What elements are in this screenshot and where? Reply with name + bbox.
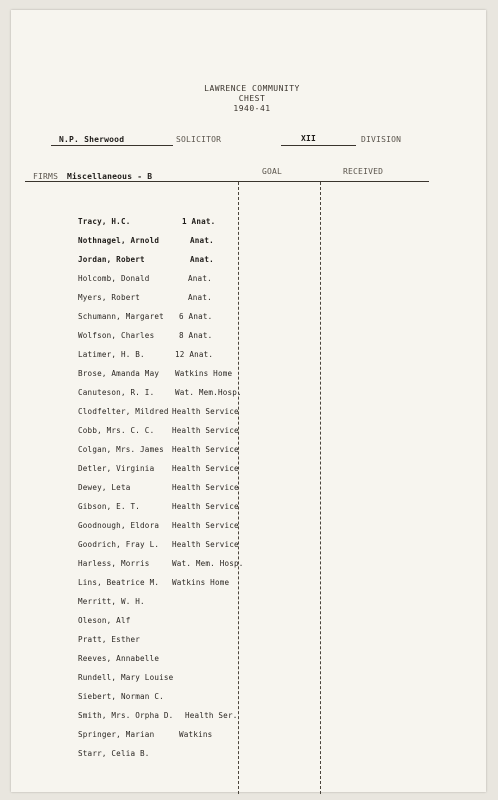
list-item-name: Tracy, H.C. xyxy=(78,217,131,226)
list-item-name: Starr, Celia B. xyxy=(78,749,150,758)
list-item-dept: Wat. Mem.Hosp. xyxy=(175,388,242,397)
list-item-name: Siebert, Norman C. xyxy=(78,692,164,701)
division-label: DIVISION xyxy=(361,135,402,144)
list-item-name: Detler, Virginia xyxy=(78,464,155,473)
list-item-dept: Health Service xyxy=(172,502,239,511)
list-item-dept: Anat. xyxy=(190,255,214,264)
header-rule xyxy=(25,181,429,182)
list-item-dept: 12 Anat. xyxy=(175,350,214,359)
list-item-dept: Health Service xyxy=(172,464,239,473)
list-item-dept: Watkins xyxy=(179,730,213,739)
list-item-name: Latimer, H. B. xyxy=(78,350,145,359)
list-item-name: Nothnagel, Arnold xyxy=(78,236,160,245)
received-column-header: RECEIVED xyxy=(343,167,384,176)
division-underline xyxy=(281,145,356,146)
list-item-name: Gibson, E. T. xyxy=(78,502,141,511)
list-item-name: Pratt, Esther xyxy=(78,635,141,644)
list-item-name: Jordan, Robert xyxy=(78,255,145,264)
solicitor-underline xyxy=(51,145,173,146)
document-page xyxy=(11,10,486,792)
list-item-name: Colgan, Mrs. James xyxy=(78,445,164,454)
list-item-name: Cobb, Mrs. C. C. xyxy=(78,426,155,435)
org-name-line2: CHEST xyxy=(238,94,266,103)
firms-label: FIRMS xyxy=(33,172,59,181)
list-item-name: Dewey, Leta xyxy=(78,483,131,492)
list-item-name: Goodnough, Eldora xyxy=(78,521,160,530)
list-item-dept: 6 Anat. xyxy=(179,312,213,321)
list-item-name: Rundell, Mary Louise xyxy=(78,673,174,682)
solicitor-label: SOLICITOR xyxy=(176,135,222,144)
list-item-dept: Watkins Home xyxy=(172,578,230,587)
list-item-dept: Watkins Home xyxy=(175,369,233,378)
list-item-name: Lins, Beatrice M. xyxy=(78,578,160,587)
list-item-dept: Anat. xyxy=(190,236,214,245)
list-item-dept: 8 Anat. xyxy=(179,331,213,340)
list-item-dept: 1 Anat. xyxy=(182,217,216,226)
list-item-name: Myers, Robert xyxy=(78,293,141,302)
list-item-dept: Anat. xyxy=(188,293,212,302)
list-item-dept: Health Service xyxy=(172,407,239,416)
list-item-name: Reeves, Annabelle xyxy=(78,654,160,663)
list-item-dept: Health Service xyxy=(172,540,239,549)
org-name-line1: LAWRENCE COMMUNITY xyxy=(204,84,300,93)
goal-column-header: GOAL xyxy=(262,167,283,176)
list-item-dept: Wat. Mem. Hosp. xyxy=(172,559,244,568)
list-item-name: Merritt, W. H. xyxy=(78,597,145,606)
list-item-name: Springer, Marian xyxy=(78,730,155,739)
campaign-year: 1940-41 xyxy=(233,104,271,113)
list-item-name: Canuteson, R. I. xyxy=(78,388,155,397)
list-item-name: Holcomb, Donald xyxy=(78,274,150,283)
list-item-name: Clodfelter, Mildred xyxy=(78,407,169,416)
solicitor-name: N.P. Sherwood xyxy=(59,135,125,144)
list-item-name: Goodrich, Fray L. xyxy=(78,540,160,549)
list-item-dept: Health Service xyxy=(172,445,239,454)
list-item-name: Oleson, Alf xyxy=(78,616,131,625)
list-item-dept: Health Service xyxy=(172,426,239,435)
received-column-divider xyxy=(320,182,321,794)
list-item-name: Harless, Morris xyxy=(78,559,150,568)
division-value: XII xyxy=(301,134,317,143)
list-item-dept: Anat. xyxy=(188,274,212,283)
list-item-name: Brose, Amanda May xyxy=(78,369,160,378)
list-item-name: Smith, Mrs. Orpha D. xyxy=(78,711,174,720)
firms-value: Miscellaneous - B xyxy=(67,172,153,181)
list-item-name: Schumann, Margaret xyxy=(78,312,164,321)
list-item-name: Wolfson, Charles xyxy=(78,331,155,340)
list-item-dept: Health Ser. xyxy=(185,711,238,720)
list-item-dept: Health Service xyxy=(172,483,239,492)
list-item-dept: Health Service xyxy=(172,521,239,530)
